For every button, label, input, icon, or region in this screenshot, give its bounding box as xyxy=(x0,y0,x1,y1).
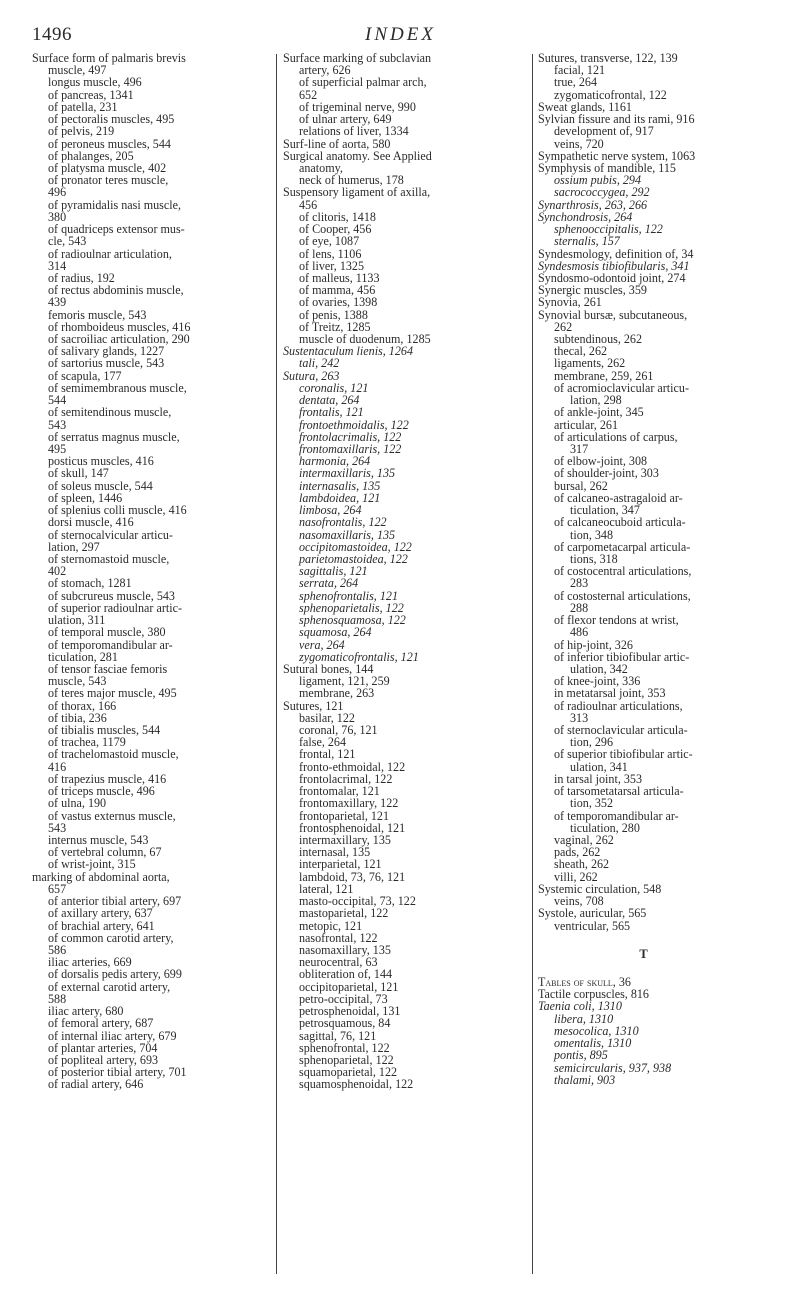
index-subentry: internasal, 135 xyxy=(299,845,371,860)
index-subentry: coronalis, 121 xyxy=(299,380,369,395)
index-entry: Syndosmo-odontoid joint, 274 xyxy=(538,270,686,285)
index-subentry: anatomy, xyxy=(299,160,343,175)
index-entry: Synchondrosis, 264 xyxy=(538,209,633,224)
index-subentry: frontomaxillaris, 122 xyxy=(299,442,402,456)
index-entry: Tables of skull, 36 xyxy=(538,974,631,989)
index-subentry: of stomach, 1281 xyxy=(48,576,132,591)
index-subentry: of articulations of carpus, xyxy=(554,429,678,444)
index-subentry: occipitoparietal, 121 xyxy=(299,979,399,994)
index-subentry: 586 xyxy=(48,942,67,957)
index-subentry: sphenooccipitalis, 122 xyxy=(554,222,663,237)
index-subentry: lateral, 121 xyxy=(299,881,354,896)
index-subentry: of elbow-joint, 308 xyxy=(554,454,648,469)
index-subentry: internasalis, 135 xyxy=(299,478,381,493)
index-subentry: sphenofrontal, 122 xyxy=(299,1040,390,1055)
index-subentry: of internal iliac artery, 679 xyxy=(48,1028,177,1043)
index-subentry: of vertebral column, 67 xyxy=(48,845,162,860)
index-subentry: of tensor fasciae femoris xyxy=(48,661,168,676)
index-subentry: sagittal, 76, 121 xyxy=(299,1028,377,1043)
page-number: 1496 xyxy=(32,24,72,45)
index-subentry: 495 xyxy=(48,442,67,456)
index-subentry: nasomaxillary, 135 xyxy=(299,942,391,957)
index-subentry: of pyramidalis nasi muscle, xyxy=(48,197,182,212)
index-subentry: of knee-joint, 336 xyxy=(554,674,641,689)
index-subentry: of costocentral articulations, xyxy=(554,564,692,579)
index-subentry: frontalis, 121 xyxy=(299,405,364,420)
index-entry: Sutures, 121 xyxy=(283,698,344,713)
index-subentry: of teres major muscle, 495 xyxy=(48,686,177,701)
index-subentry: bursal, 262 xyxy=(554,478,608,493)
index-subentry: tion, 296 xyxy=(570,735,614,750)
index-subentry: 416 xyxy=(48,759,67,774)
index-subentry: 456 xyxy=(299,197,318,212)
index-subentry: limbosa, 264 xyxy=(299,503,362,518)
index-subentry: of lens, 1106 xyxy=(299,246,362,261)
index-subentry: serrata, 264 xyxy=(299,576,359,591)
index-subentry: of tibia, 236 xyxy=(48,710,107,725)
index-subentry: omentalis, 1310 xyxy=(554,1036,632,1051)
index-subentry: dorsi muscle, 416 xyxy=(48,515,134,530)
index-subentry: of peroneus muscles, 544 xyxy=(48,136,171,151)
column-rule xyxy=(276,54,277,1274)
index-subentry: lation, 297 xyxy=(48,539,100,554)
index-subentry: metopic, 121 xyxy=(299,918,363,933)
index-subentry: frontoethmoidalis, 122 xyxy=(299,417,409,432)
index-entry: Surface form of palmaris brevis xyxy=(32,51,186,65)
index-subentry: ulation, 342 xyxy=(570,661,628,676)
index-subentry: of sternomastoid muscle, xyxy=(48,551,170,566)
index-subentry: of anterior tibial artery, 697 xyxy=(48,894,182,909)
index-subentry: ligament, 121, 259 xyxy=(299,674,390,689)
index-subentry: of dorsalis pedis artery, 699 xyxy=(48,967,182,982)
index-subentry: parietomastoidea, 122 xyxy=(299,551,408,566)
index-subentry: longus muscle, 496 xyxy=(48,75,142,90)
index-subentry: of trapezius muscle, 416 xyxy=(48,771,167,786)
index-subentry: of carpometacarpal articula- xyxy=(554,539,691,554)
index-subentry: libera, 1310 xyxy=(554,1011,614,1026)
index-entry: Sympathetic nerve system, 1063 xyxy=(538,148,696,163)
index-entry: Sutura, 263 xyxy=(283,368,340,383)
index-subentry: frontomaxillary, 122 xyxy=(299,796,399,811)
index-subentry: sternalis, 157 xyxy=(554,234,620,249)
index-subentry: of ovaries, 1398 xyxy=(299,295,378,310)
index-subentry: veins, 708 xyxy=(554,894,604,909)
index-subentry: articular, 261 xyxy=(554,417,618,432)
index-subentry: lambdoid, 73, 76, 121 xyxy=(299,869,406,884)
index-subentry: of popliteal artery, 693 xyxy=(48,1052,159,1067)
index-subentry: semicircularis, 937, 938 xyxy=(554,1060,672,1075)
index-subentry: zygomaticofrontalis, 121 xyxy=(299,649,419,664)
index-subentry: iliac artery, 680 xyxy=(48,1004,124,1019)
index-subentry: mastoparietal, 122 xyxy=(299,906,389,921)
index-entry: Synovia, 261 xyxy=(538,295,602,310)
index-subentry: nasomaxillaris, 135 xyxy=(299,527,396,542)
index-subentry: occipitomastoidea, 122 xyxy=(299,539,412,554)
index-subentry: of radioulnar articulation, xyxy=(48,246,172,261)
index-subentry: of liver, 1325 xyxy=(299,258,365,273)
index-subentry: of superior tibiofibular artic- xyxy=(554,747,693,762)
index-entry: Sustentaculum lienis, 1264 xyxy=(283,344,413,359)
index-subentry: petrosquamous, 84 xyxy=(299,1016,391,1031)
index-subentry: ossium pubis, 294 xyxy=(554,173,642,188)
index-entry: marking of abdominal aorta, xyxy=(32,869,170,884)
index-subentry: subtendinous, 262 xyxy=(554,332,643,347)
index-subentry: of serratus magnus muscle, xyxy=(48,429,180,444)
index-subentry: squamosphenoidal, 122 xyxy=(299,1077,414,1092)
index-subentry: ulation, 341 xyxy=(570,759,628,774)
index-subentry: of phalanges, 205 xyxy=(48,148,134,163)
index-subentry: 439 xyxy=(48,295,67,310)
index-subentry: sphenoparietalis, 122 xyxy=(299,600,404,615)
index-entry: Systole, auricular, 565 xyxy=(538,906,647,921)
index-subentry: ticulation, 347 xyxy=(570,503,640,518)
index-subentry: of inferior tibiofibular artic- xyxy=(554,649,690,664)
index-subentry: sheath, 262 xyxy=(554,857,610,872)
index-subentry: of sartorius muscle, 543 xyxy=(48,356,165,371)
index-subentry: of clitoris, 1418 xyxy=(299,209,376,224)
index-subentry: frontosphenoidal, 121 xyxy=(299,820,406,835)
index-entry: Sutural bones, 144 xyxy=(283,661,374,676)
index-subentry: zygomaticofrontal, 122 xyxy=(554,87,667,102)
index-subentry: squamosa, 264 xyxy=(299,625,372,640)
index-subentry: of radial artery, 646 xyxy=(48,1077,144,1092)
index-column-3 xyxy=(538,52,773,1086)
index-subentry: 314 xyxy=(48,258,67,273)
index-subentry: of tarsometatarsal articula- xyxy=(554,784,684,799)
index-subentry: ulation, 311 xyxy=(48,613,106,628)
index-subentry: of malleus, 1133 xyxy=(299,270,380,285)
index-subentry: of semimembranous muscle, xyxy=(48,380,187,395)
index-entry: Tactile corpuscles, 816 xyxy=(538,987,649,1002)
index-subentry: of temporal muscle, 380 xyxy=(48,625,166,640)
index-subentry: of plantar arteries, 704 xyxy=(48,1040,158,1055)
index-subentry: ligaments, 262 xyxy=(554,356,626,371)
index-subentry: frontal, 121 xyxy=(299,747,356,762)
index-subentry: of radioulnar articulations, xyxy=(554,698,683,713)
index-subentry: femoris muscle, 543 xyxy=(48,307,147,322)
index-subentry: dentata, 264 xyxy=(299,393,360,408)
index-subentry: 313 xyxy=(570,710,589,725)
index-subentry: tions, 318 xyxy=(570,551,618,566)
index-column-1 xyxy=(32,52,264,1091)
index-subentry: of shoulder-joint, 303 xyxy=(554,466,659,481)
index-subentry: interparietal, 121 xyxy=(299,857,382,872)
index-subentry: frontolacrimal, 122 xyxy=(299,771,393,786)
index-subentry: 317 xyxy=(570,442,589,456)
index-subentry: of patella, 231 xyxy=(48,99,118,114)
index-subentry: of brachial artery, 641 xyxy=(48,918,155,933)
index-entry: Sweat glands, 1161 xyxy=(538,99,632,114)
index-subentry: sphenosquamosa, 122 xyxy=(299,613,406,628)
index-subentry: 652 xyxy=(299,87,318,102)
index-subentry: of radius, 192 xyxy=(48,270,115,285)
index-subentry: of penis, 1388 xyxy=(299,307,368,322)
index-subentry: lambdoidea, 121 xyxy=(299,490,381,505)
index-subentry: 657 xyxy=(48,881,67,896)
index-subentry: of ulnar artery, 649 xyxy=(299,112,392,127)
index-subentry: squamoparietal, 122 xyxy=(299,1065,398,1080)
index-column-2 xyxy=(283,52,523,1091)
index-subentry: of hip-joint, 326 xyxy=(554,637,633,652)
index-columns xyxy=(32,52,772,1284)
index-subentry: villi, 262 xyxy=(554,869,598,884)
index-entry: Synergic muscles, 359 xyxy=(538,283,647,298)
index-subentry: 288 xyxy=(570,600,589,615)
index-subentry: true, 264 xyxy=(554,75,597,90)
index-subentry: sphenofrontalis, 121 xyxy=(299,588,398,603)
index-subentry: of trachea, 1179 xyxy=(48,735,126,750)
index-subentry: nasofrontalis, 122 xyxy=(299,515,387,530)
index-entry: Systemic circulation, 548 xyxy=(538,881,662,896)
index-subentry: 380 xyxy=(48,209,67,224)
index-subentry: coronal, 76, 121 xyxy=(299,723,378,738)
index-subentry: of quadriceps extensor mus- xyxy=(48,222,185,237)
index-entry: Syndesmosis tibiofibularis, 341 xyxy=(538,258,690,273)
index-subentry: 486 xyxy=(570,625,589,640)
index-subentry: of rhomboideus muscles, 416 xyxy=(48,319,191,334)
index-entry: Sutures, transverse, 122, 139 xyxy=(538,51,678,65)
index-subentry: 544 xyxy=(48,393,67,408)
index-subentry: neurocentral, 63 xyxy=(299,955,378,970)
index-subentry: of salivary glands, 1227 xyxy=(48,344,165,359)
column-rule xyxy=(532,54,533,1274)
index-subentry: neck of humerus, 178 xyxy=(299,173,404,188)
index-subentry: in metatarsal joint, 353 xyxy=(554,686,666,701)
index-subentry: masto-occipital, 73, 122 xyxy=(299,894,416,909)
index-subentry: tion, 352 xyxy=(570,796,614,811)
index-subentry: development of, 917 xyxy=(554,124,654,139)
index-subentry: of platysma muscle, 402 xyxy=(48,160,167,175)
index-subentry: 588 xyxy=(48,991,67,1006)
index-subentry: petrosphenoidal, 131 xyxy=(299,1004,401,1019)
index-subentry: petro-occipital, 73 xyxy=(299,991,388,1006)
index-subentry: of sternoclavicular articula- xyxy=(554,723,688,738)
index-subentry: vera, 264 xyxy=(299,637,345,652)
index-subentry: of semitendinous muscle, xyxy=(48,405,172,420)
index-subentry: of Cooper, 456 xyxy=(299,222,372,237)
index-entry: Surf-line of aorta, 580 xyxy=(283,136,391,151)
index-subentry: membrane, 263 xyxy=(299,686,375,701)
index-subentry: of trachelomastoid muscle, xyxy=(48,747,179,762)
index-subentry: of superior radioulnar artic- xyxy=(48,600,182,615)
index-subentry: 543 xyxy=(48,820,67,835)
section-gap xyxy=(538,960,773,976)
index-subentry: of femoral artery, 687 xyxy=(48,1016,154,1031)
index-subentry: fronto-ethmoidal, 122 xyxy=(299,759,406,774)
index-subentry: obliteration of, 144 xyxy=(299,967,393,982)
index-subentry: sagittalis, 121 xyxy=(299,564,368,579)
index-subentry: of posterior tibial artery, 701 xyxy=(48,1065,187,1080)
index-subentry: of Treitz, 1285 xyxy=(299,319,371,334)
index-subentry: pads, 262 xyxy=(554,845,601,860)
index-subentry: of flexor tendons at wrist, xyxy=(554,613,679,628)
index-entry: Synovial bursæ, subcutaneous, xyxy=(538,307,688,322)
index-subentry: of mamma, 456 xyxy=(299,283,376,298)
index-subentry: of eye, 1087 xyxy=(299,234,360,249)
index-entry: Taenia coli, 1310 xyxy=(538,999,622,1014)
index-subentry: membrane, 259, 261 xyxy=(554,368,654,383)
index-subentry: of rectus abdominis muscle, xyxy=(48,283,184,298)
index-subentry: 283 xyxy=(570,576,589,591)
index-entry: Sylvian fissure and its rami, 916 xyxy=(538,112,695,127)
index-subentry: facial, 121 xyxy=(554,63,606,78)
index-subentry: of temporomandibular ar- xyxy=(48,637,173,652)
index-subentry: of subcrureus muscle, 543 xyxy=(48,588,175,603)
index-subentry: of tibialis muscles, 544 xyxy=(48,723,161,738)
index-subentry: vaginal, 262 xyxy=(554,833,614,847)
index-subentry: 262 xyxy=(554,319,573,334)
index-subentry: sacrococcygea, 292 xyxy=(554,185,650,200)
index-subentry: 543 xyxy=(48,417,67,432)
index-subentry: false, 264 xyxy=(299,735,347,750)
index-subentry: cle, 543 xyxy=(48,234,87,249)
section-gap xyxy=(538,932,773,948)
section-letter: T xyxy=(639,946,648,961)
page-header xyxy=(32,24,769,52)
index-subentry: of wrist-joint, 315 xyxy=(48,857,136,872)
index-subentry: pontis, 895 xyxy=(554,1048,608,1063)
running-title: INDEX xyxy=(365,24,436,45)
index-subentry: of temporomandibular ar- xyxy=(554,808,679,823)
index-subentry: muscle, 543 xyxy=(48,674,107,689)
index-subentry: posticus muscles, 416 xyxy=(48,454,154,469)
index-subentry: lation, 298 xyxy=(570,393,622,408)
index-subentry: of calcaneocuboid articula- xyxy=(554,515,686,530)
index-subentry: of triceps muscle, 496 xyxy=(48,784,155,799)
index-subentry: of thorax, 166 xyxy=(48,698,117,713)
index-subentry: of skull, 147 xyxy=(48,466,109,481)
index-subentry: in tarsal joint, 353 xyxy=(554,771,643,786)
index-subentry: intermaxillary, 135 xyxy=(299,833,391,847)
index-subentry: thecal, 262 xyxy=(554,344,608,359)
index-subentry: internus muscle, 543 xyxy=(48,833,149,847)
index-subentry: of splenius colli muscle, 416 xyxy=(48,503,187,518)
index-subentry: of costosternal articulations, xyxy=(554,588,691,603)
index-subentry: veins, 720 xyxy=(554,136,604,151)
index-subentry: ventricular, 565 xyxy=(554,918,631,933)
index-subentry: of acromioclavicular articu- xyxy=(554,380,689,395)
index-subentry: of vastus externus muscle, xyxy=(48,808,176,823)
index-subentry: frontomalar, 121 xyxy=(299,784,380,799)
index-subentry: of pancreas, 1341 xyxy=(48,87,134,102)
index-subentry: of spleen, 1446 xyxy=(48,490,123,505)
index-subentry: 496 xyxy=(48,185,67,200)
index-subentry: of pectoralis muscles, 495 xyxy=(48,112,175,127)
index-subentry: ticulation, 281 xyxy=(48,649,118,664)
index-subentry: of scapula, 177 xyxy=(48,368,122,383)
index-subentry: of sacroiliac articulation, 290 xyxy=(48,332,190,347)
index-entry: Syndesmology, definition of, 34 xyxy=(538,246,694,261)
index-subentry: harmonia, 264 xyxy=(299,454,371,469)
index-subentry: ticulation, 280 xyxy=(570,820,640,835)
index-subentry: tali, 242 xyxy=(299,356,340,371)
index-subentry: iliac arteries, 669 xyxy=(48,955,132,970)
index-subentry: intermaxillaris, 135 xyxy=(299,466,396,481)
index-entry: Synarthrosis, 263, 266 xyxy=(538,197,648,212)
index-subentry: of soleus muscle, 544 xyxy=(48,478,153,493)
index-subentry: thalami, 903 xyxy=(554,1072,616,1087)
index-entry: Symphysis of mandible, 115 xyxy=(538,160,676,175)
index-subentry: 402 xyxy=(48,564,67,579)
index-subentry: of pelvis, 219 xyxy=(48,124,115,139)
index-subentry: of superficial palmar arch, xyxy=(299,75,427,90)
index-subentry: of ulna, 190 xyxy=(48,796,107,811)
index-entry: Suspensory ligament of axilla, xyxy=(283,185,431,200)
index-subentry: basilar, 122 xyxy=(299,710,355,725)
index-subentry: muscle of duodenum, 1285 xyxy=(299,332,431,347)
index-subentry: of pronator teres muscle, xyxy=(48,173,169,188)
index-subentry: of ankle-joint, 345 xyxy=(554,405,644,420)
index-subentry: nasofrontal, 122 xyxy=(299,930,378,945)
index-entry: Surgical anatomy. See Applied xyxy=(283,148,432,163)
index-subentry: of sternocalvicular articu- xyxy=(48,527,173,542)
index-subentry: of external carotid artery, xyxy=(48,979,171,994)
index-subentry: mesocolica, 1310 xyxy=(554,1023,639,1038)
index-subentry: frontoparietal, 121 xyxy=(299,808,390,823)
index-subentry: frontolacrimalis, 122 xyxy=(299,429,402,444)
index-subentry: of common carotid artery, xyxy=(48,930,174,945)
index-subentry: of calcaneo-astragaloid ar- xyxy=(554,490,683,505)
index-subentry: relations of liver, 1334 xyxy=(299,124,409,139)
index-subentry: of axillary artery, 637 xyxy=(48,906,153,921)
index-subentry: artery, 626 xyxy=(299,63,351,78)
index-entry: Surface marking of subclavian xyxy=(283,51,432,65)
index-subentry: of trigeminal nerve, 990 xyxy=(299,99,416,114)
index-subentry: muscle, 497 xyxy=(48,63,107,78)
index-subentry: sphenoparietal, 122 xyxy=(299,1052,394,1067)
index-subentry: tion, 348 xyxy=(570,527,614,542)
